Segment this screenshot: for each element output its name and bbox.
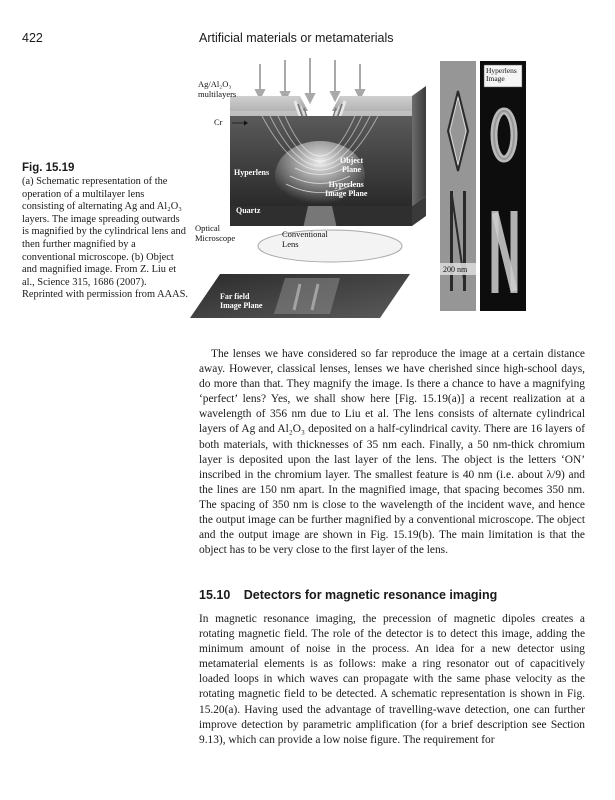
figure-caption: [22, 162, 188, 302]
figure-15-19-a: [190, 56, 428, 318]
section-number: 15.10: [199, 588, 231, 602]
label-lens: Lens: [282, 238, 299, 249]
label-far-field: Far field: [220, 292, 250, 301]
caption-title: Fig. 15.19: [22, 162, 75, 174]
label-cr: Cr: [214, 117, 223, 127]
label-object-plane: Plane: [342, 165, 362, 174]
label-microscope: Microscope: [195, 232, 236, 243]
label-image-plane: Image Plane: [325, 189, 368, 198]
label-hyperlens-2: Hyperlens: [328, 180, 364, 189]
body-paragraph-1: The lenses we have considered so far reproduce the image at a certain distance away. However, classical lenses, lenses we have cherished since high-school days, do more than that. They magnify the image. Is there a chance to have a magnifying ‘perfect’ lens? Yes, we shall show here [Fig. 15.19(a)] a recent realization at a wavelength of 356 nm due to Liu et al. The lens consists of alternate cylindrical layers of Ag and Al₂O₃ deposited on a half-cylindrical cavity. There are 16 layers of both materials, with thicknesses of 35 nm each. Finally, a 50 nm-thick chromium layer is deposited upon the last layer of the lens. The object is the letters ‘ON’ inscribed in the chromium layer. The smallest feature is 40 nm (i.e. about λ/9) and the lines are 150 nm apart. In the magnified image, that spacing becomes 350 nm. The spacing of 350 nm is close to the wavelength of the incident wave, and hence the output image can be further magnified by a conventional microscope. The object and the output image are shown in Fig. 15.19(b). The main limitation is that the object has to be very close to the first layer of the lens.: [199, 348, 585, 557]
running-head: Artificial materials or metamaterials: [199, 31, 394, 45]
page-number: 422: [22, 31, 43, 45]
section-title: Detectors for magnetic resonance imaging: [243, 588, 498, 602]
label-image: Image: [486, 74, 505, 83]
body-paragraph-2: In magnetic resonance imaging, the precession of magnetic dipoles creates a rotating magnetic field. The role of the detector is to detect this image, adding the minimum amount of noise in the process. An idea for a new detector using metamaterial elements is as follows: make a ring resonator out of capacitively loaded loops in which waves can propagate with the same phase velocity as the rotating magnetic field to be detected. A schematic representation is shown in Fig. 15.20(a). Having used the advantage of travelling-wave detection, one can further improve detection by parametric amplification (for a brief description see Section 9.13), which can provide a low noise figure. The requirement for: [199, 613, 585, 746]
label-optical: Optical: [195, 223, 221, 233]
label-hyperlens: Hyperlens: [234, 168, 270, 177]
label-quartz: Quartz: [236, 206, 261, 215]
label-multilayers: multilayers: [198, 88, 237, 99]
label-conventional: Conventional: [282, 229, 328, 239]
caption-text: (a) Schematic representation of the operation of a multilayer lens consisting of alternating Ag and Al₂O₃ layers. The image spreading outwards is magnified by the cylindrical lens and then further magnified by a conventional microscope. (b) Object and magnified image. From Z. Liu et al., Science 315, 1686 (2007). Reprinted with permission from AAAS.: [22, 176, 188, 301]
label-far-field-image-plane: Image Plane: [220, 301, 263, 310]
label-object: Object: [340, 156, 364, 165]
scale-bar-label: 200 nm: [443, 265, 468, 274]
section-heading: [199, 588, 497, 602]
illumination-arrows: [256, 58, 364, 102]
figure-15-19-b: [440, 61, 526, 311]
label-ag-al2o3: Ag/Al₂O₃: [198, 79, 232, 89]
label-hyperlens-image: Hyperlens: [486, 66, 517, 75]
